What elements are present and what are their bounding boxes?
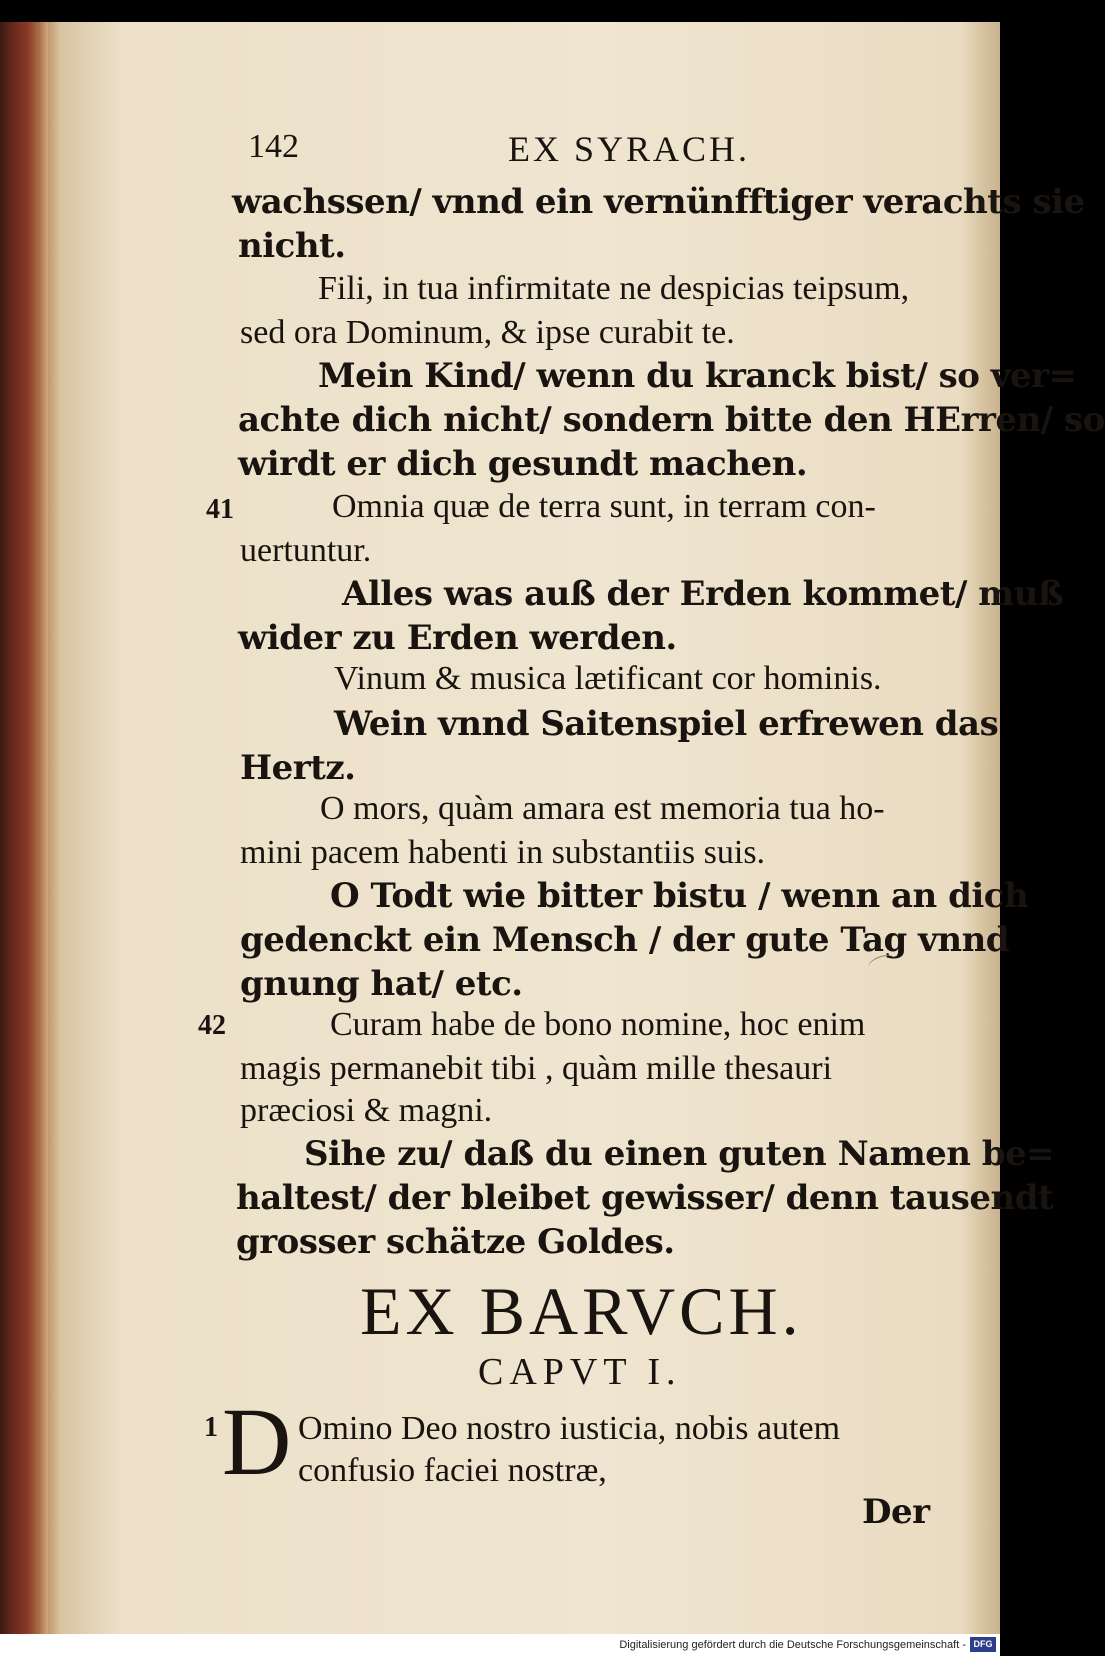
text-line: achte dich nicht/ sondern bitte den HErren/ so [238, 400, 1105, 440]
running-title: EX SYRACH. [508, 129, 751, 169]
text-line: Omnia quæ de terra sunt, in terram con- [332, 488, 876, 525]
text-line: wider zu Erden werden. [238, 618, 677, 658]
text-line: wachssen/ vnnd ein vernünfftiger verachts sie [232, 182, 1085, 222]
text-line: wirdt er dich gesundt machen. [238, 444, 808, 484]
text-line: confusio faciei nostræ, [298, 1452, 607, 1489]
text-line: Wein vnnd Saitenspiel erfrewen das [334, 704, 999, 744]
catchword: Der [862, 1492, 930, 1532]
text-line: Vinum & musica lætificant cor hominis. [334, 660, 882, 697]
verse-number: 1 [204, 1412, 218, 1443]
text-line: Alles was auß der Erden kommet/ muß [342, 574, 1064, 614]
text-line: magis permanebit tibi , quàm mille thesauri [240, 1050, 833, 1087]
text-line: Hertz. [240, 748, 356, 788]
text-line: O Todt wie bitter bistu / wenn an dich [330, 876, 1029, 916]
text-line: mini pacem habenti in substantiis suis. [240, 834, 766, 871]
text-line: uertuntur. [240, 532, 372, 569]
text-line: gedenckt ein Mensch / der gute Tag vnnd [240, 920, 1010, 960]
text-line: præciosi & magni. [240, 1092, 493, 1129]
text-line: Mein Kind/ wenn du kranck bist/ so ver= [318, 356, 1077, 396]
text-line: gnung hat/ etc. [240, 964, 523, 1004]
section-title: EX BARVCH. [360, 1273, 803, 1349]
text-line: Sihe zu/ daß du einen guten Namen be= [304, 1134, 1055, 1174]
text-line: haltest/ der bleibet gewisser/ denn tausendt [236, 1178, 1054, 1218]
text-line: Fili, in tua infirmitate ne despicias teipsum, [318, 270, 910, 307]
text-line: sed ora Dominum, & ipse curabit te. [240, 314, 735, 351]
page-number: 142 [248, 128, 299, 165]
text-line: Curam habe de bono nomine, hoc enim [330, 1006, 866, 1043]
chapter-heading: CAPVT I. [478, 1351, 682, 1393]
verse-number: 42 [198, 1010, 226, 1041]
text-line: nicht. [238, 226, 346, 266]
text-line: grosser schätze Goldes. [236, 1222, 675, 1262]
footer-bar [0, 1634, 1000, 1656]
verse-number: 41 [206, 494, 234, 525]
drop-cap: D [222, 1388, 292, 1495]
text-line: O mors, quàm amara est memoria tua ho- [320, 790, 885, 827]
text-line: Omino Deo nostro iusticia, nobis autem [298, 1410, 841, 1447]
footer-credit: Digitalisierung gefördert durch die Deutsche Forschungsgemeinschaft - [619, 1639, 966, 1651]
dfg-logo-icon: DFG [970, 1637, 996, 1652]
